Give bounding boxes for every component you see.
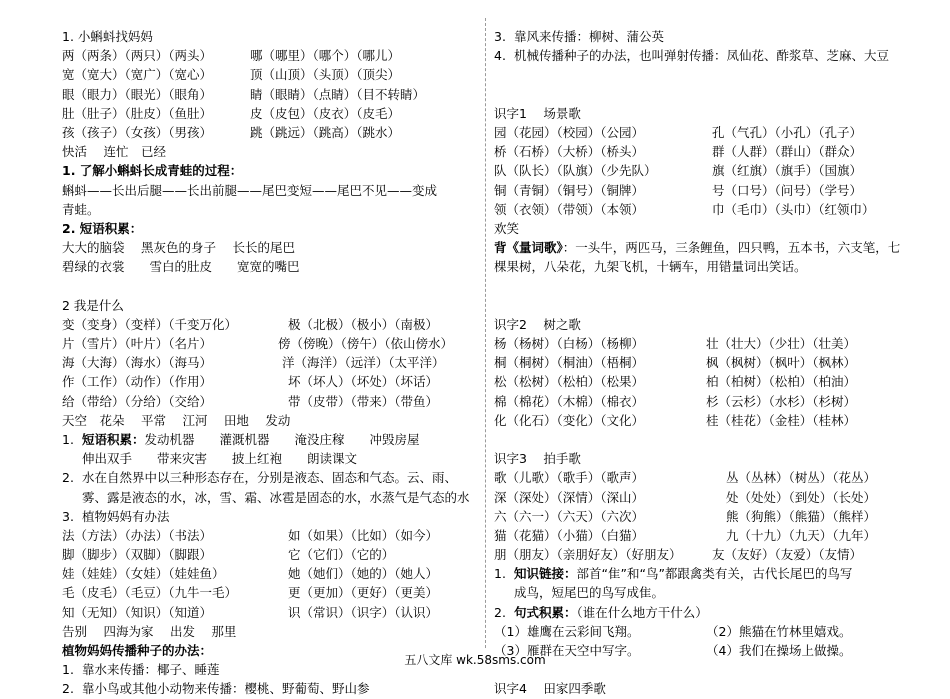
literacy-3-title: 识字3 拍手歌 [494, 451, 581, 467]
lesson-1-title: 1. 小蝌蚪找妈妈 [62, 29, 153, 44]
char-row: 铜（青铜）（铜号）（铜牌） 号（口号）（问号）（学号） [494, 182, 863, 198]
example-sentence-row: （3）雁群在天空中写字。 （4）我们在操场上做操。 [494, 643, 852, 658]
phrase-section: 1. 短语积累：发动机器 灌溉机器 淹没庄稼 冲毁房屋 [62, 431, 420, 447]
measure-word-poem: 背《量词歌》：一头牛，两匹马，三条鲤鱼，四只鸭，五本书，六支笔，七 [494, 240, 901, 256]
char-row: 桐（桐树）（桐油）（梧桐） 枫（枫树）（枫叶）（枫林） [494, 355, 857, 371]
char-row: 领（衣领）（带领）（本领） 巾（毛巾）（头巾）（红领巾） [494, 201, 875, 217]
spread-item: 1. 靠水来传播：椰子、睡莲 [62, 662, 220, 678]
literacy-4-title: 识字4 田家四季歌 [494, 681, 606, 697]
process-line: 青蛙。 [62, 201, 100, 217]
lesson-3-words: 告别 四海为家 出发 那里 [62, 623, 237, 639]
phrase-line: 大大的脑袋 黑灰色的身子 长长的尾巴 [62, 240, 295, 256]
water-paragraph-line: 雾、露是液态的水，冰，雪、霜、冰雹是固态的水，水蒸气是气态的水 [82, 489, 470, 505]
literacy-2-title: 识字2 树之歌 [494, 316, 581, 332]
left-column [62, 27, 477, 699]
char-row: 化（化石）（变化）（文化） 桂（桂花）（金桂）（桂林） [494, 412, 857, 428]
char-row: 毛（皮毛）（毛豆）（九牛一毛） 更（更加）（更好）（更美） [62, 585, 439, 601]
footer-watermark: 五八文库 wk.58sms.com [404, 653, 546, 667]
spacer [494, 85, 914, 104]
char-row: 深（深处）（深情）（深山） 处（处处）（到处）（长处） [494, 489, 877, 505]
lesson-1-char-table [62, 46, 477, 142]
measure-word-poem-line: 棵果树，八朵花，九架飞机，十辆车，用错量词出笑话。 [494, 259, 807, 275]
char-row: 作（工作）（动作）（作用） 坏（坏人）（坏处）（坏话） [62, 374, 439, 390]
spread-heading: 植物妈妈传播种子的办法： [62, 643, 213, 658]
literacy-1-title: 识字1 场景歌 [494, 105, 581, 121]
phrase-line: 碧绿的衣裳 雪白的肚皮 宽宽的嘴巴 [62, 259, 300, 275]
phrase-heading: 2. 短语积累： [62, 220, 143, 236]
lesson-2-words: 天空 花朵 平常 江河 田地 发动 [62, 412, 291, 428]
char-row: 歌（儿歌）（歌手）（歌声） 丛（丛林）（树丛）（花丛） [494, 470, 877, 486]
char-row: 六（六一）（六天）（六次） 熊（狗熊）（熊猫）（熊样） [494, 508, 877, 524]
spacer [62, 276, 477, 295]
char-row: 松（松树）（松柏）（松果） 柏（柏树）（松柏）（柏油） [494, 374, 857, 390]
knowledge-link: 1. 知识链接：部首“隹”和“鸟”都跟禽类有关，古代长尾巴的鸟写 [494, 566, 853, 582]
literacy-1-char-table [494, 123, 914, 219]
char-row: 朋（朋友）（亲朋好友）（好朋友） 友（友好）（友爱）（友情） [494, 547, 863, 563]
knowledge-link-line: 成鸟，短尾巴的鸟写成隹。 [514, 585, 665, 601]
char-row: 变（变身）（变样）（千变万化） 极（北极）（极小）（南极） [62, 316, 439, 332]
lesson-3-title: 3. 植物妈妈有办法 [62, 508, 170, 524]
lesson-3-char-table [62, 526, 477, 622]
char-row: 猫（花猫）（小猫）（白猫） 九（十九）（九天）（九年） [494, 527, 877, 543]
water-paragraph-line: 2. 水在自然界中以三种形态存在，分别是液态、固态和气态。云、雨、 [62, 470, 458, 486]
char-row: 桥（石桥）（大桥）（桥头） 群（人群）（群山）（群众） [494, 144, 863, 160]
char-row: 宽（宽大）（宽广）（宽心） 顶（山顶）（头顶）（顶尖） [62, 67, 401, 83]
spread-item: 2. 靠小鸟或其他小动物来传播：樱桃、野葡萄、野山参 [62, 681, 370, 697]
sentence-pattern: 2. 句式积累：（谁在什么地方干什么） [494, 604, 708, 620]
char-row: 园（花园）（校园）（公园） 孔（气孔）（小孔）（孔子） [494, 124, 863, 140]
literacy-3-char-table [494, 468, 914, 564]
phrase-line: 伸出双手 带来灾害 披上红袍 朗读课文 [82, 451, 358, 467]
char-row: 知（无知）（知识）（知道） 识（常识）（识字）（认识） [62, 604, 439, 620]
spacer [494, 65, 914, 84]
char-row: 肚（肚子）（肚皮）（鱼肚） 皮（皮包）（皮衣）（皮毛） [62, 105, 401, 121]
char-row: 片（雪片）（叶片）（名片） 傍（傍晚）（傍午）（依山傍水） [62, 336, 454, 351]
right-column [494, 27, 914, 699]
char-row: 棉（棉花）（木棉）（棉衣） 杉（云杉）（水杉）（杉树） [494, 393, 857, 409]
example-sentence-row: （1）雄鹰在云彩间飞翔。 （2）熊猫在竹林里嬉戏。 [494, 623, 852, 639]
spread-item: 4. 机械传播种子的办法，也叫弹射传播：凤仙花、酢浆草、芝麻、大豆 [494, 48, 890, 64]
char-row: 孩（孩子）（女孩）（男孩） 跳（跳远）（跳高）（跳水） [62, 124, 401, 140]
spacer [494, 296, 914, 315]
lesson-1-words: 快活 连忙 已经 [62, 144, 166, 160]
char-row: 给（带给）（分给）（交给） 带（皮带）（带来）（带鱼） [62, 393, 439, 409]
lesson-2-title: 2 我是什么 [62, 297, 124, 313]
literacy-1-word: 欢笑 [494, 220, 520, 236]
char-row: 海（大海）（海水）（海马） 洋（海洋）（远洋）（太平洋） [62, 355, 445, 371]
literacy-2-char-table [494, 334, 914, 430]
char-row: 法（方法）（办法）（书法） 如（如果）（比如）（如今） [62, 527, 439, 543]
char-row: 两（两条）（两只）（两头） 哪（哪里）（哪个）（哪儿） [62, 48, 401, 64]
char-row: 杨（杨树）（白杨）（杨柳） 壮（壮大）（少壮）（壮美） [494, 336, 857, 351]
spacer [494, 430, 914, 449]
char-row: 娃（娃娃）（女娃）（娃娃鱼） 她（她们）（她的）（她人） [62, 566, 439, 582]
char-row: 眼（眼力）（眼光）（眼角） 睛（眼睛）（点睛）（目不转睛） [62, 86, 426, 102]
lesson-2-char-table [62, 315, 477, 411]
process-heading: 1. 了解小蝌蚪长成青蛙的过程： [62, 163, 243, 179]
spread-item: 3. 靠风来传播：柳树、蒲公英 [494, 29, 665, 44]
spacer [494, 276, 914, 295]
process-line: 蝌蚪——长出后腿——长出前腿——尾巴变短——尾巴不见——变成 [62, 182, 438, 198]
char-row: 脚（脚步）（双脚）（脚跟） 它（它们）（它的） [62, 547, 395, 563]
column-divider [485, 18, 486, 648]
char-row: 队（队长）（队旗）（少先队） 旗（红旗）（旗手）（国旗） [494, 163, 863, 179]
